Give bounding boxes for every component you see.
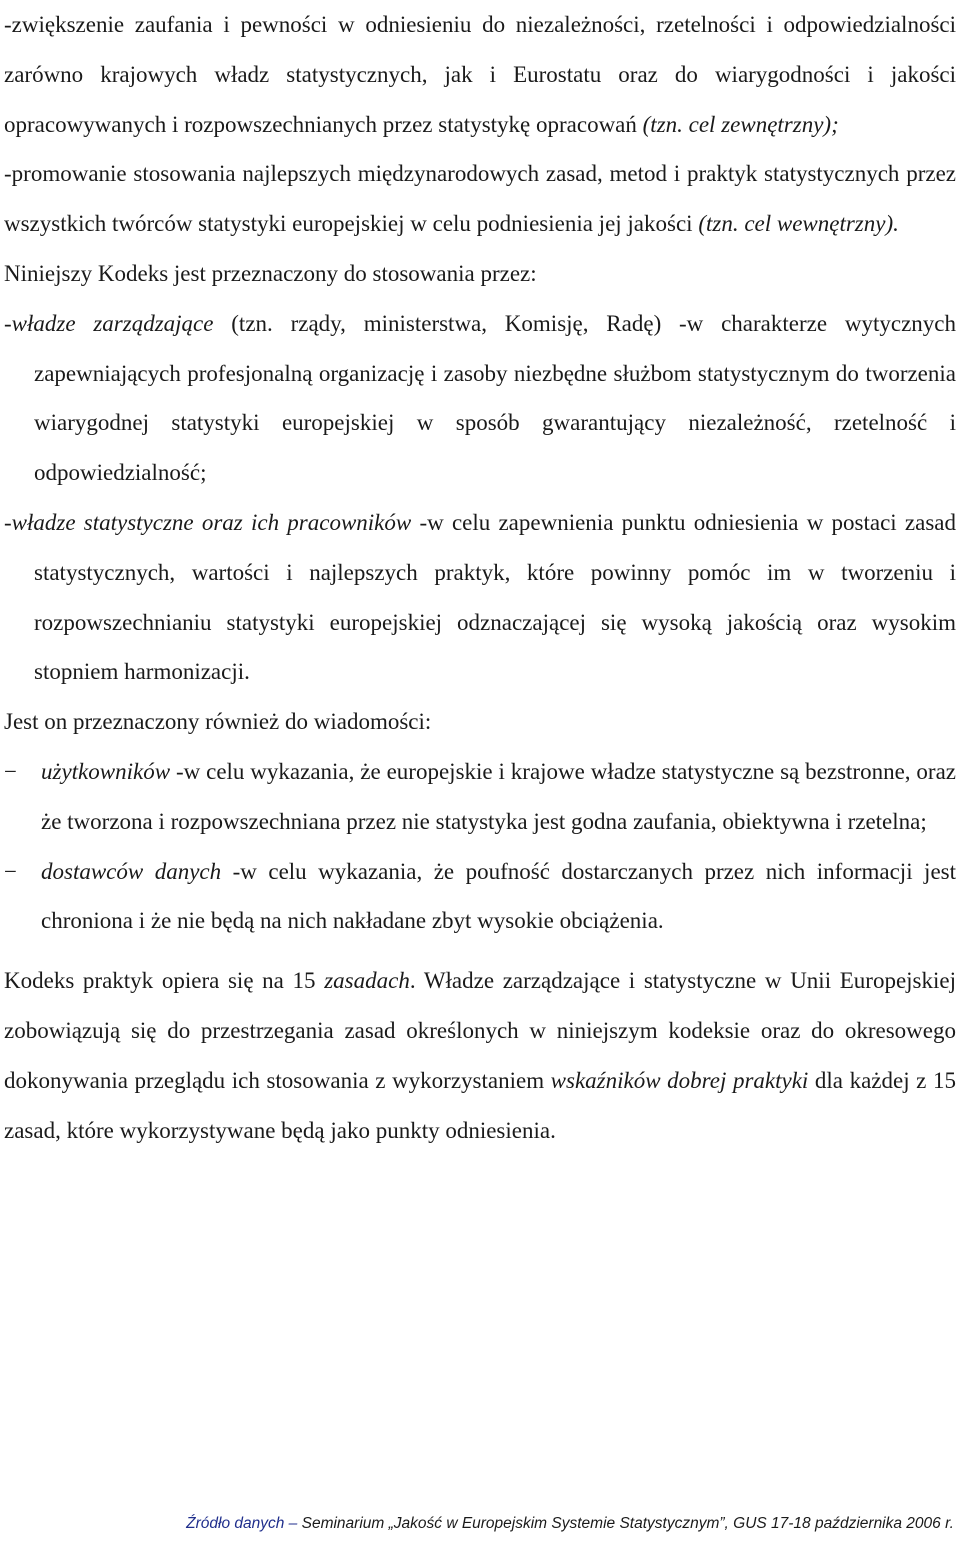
paragraph-intended-for: Niniejszy Kodeks jest przeznaczony do stosowania przez: [4,260,537,286]
paragraph-governing-authorities [4,299,956,498]
list-item-italic: dostawców danych [41,858,222,884]
paragraph-internal-goal [4,149,956,249]
list-item-text: -w celu wykazania, że poufność dostarczanych przez nich informacji jest chroniona i że nie będą na nich nakładane zbyt wysokie obciążenia. [41,858,956,934]
paragraph-text: . Władze zarządzające i statystyczne w Unii Europejskiej zobowiązują się do przestrzegania zasad określonych w niniejszym kodeksie oraz do okresowego dokonywania przeglądu ich stosowania z wykorzystaniem [4,968,956,1093]
document-body [4,0,956,1155]
paragraph-text: -zwiększenie zaufania i pewności w odniesieniu do niezależności, rzetelności i odpowiedzialności zarówno krajowych władz statystycznych, jak i Eurostatu oraz do wiarygodności i jakości opracowywanych i rozpowszechnianych przez statystykę opracowań [4,12,956,137]
list-item-text: -w celu wykazania, że europejskie i krajowe władze statystyczne są bezstronne, oraz że tworzona i rozpowszechniana przez nie statystyka jest godna zaufania, obiektywna i rzetelna; [41,758,956,834]
list-item-users [4,747,956,847]
dash-bullet: − [4,858,17,884]
indicators-text: wskaźników dobrej praktyki [550,1067,809,1093]
source-footer [0,1515,954,1533]
paragraph-text: dla każdej z 15 zasad, które wykorzystywane będą jako punkty odniesienia. [4,1067,956,1143]
dash-bullet: − [4,758,17,784]
paragraph-italic: (tzn. cel zewnętrzny); [642,111,839,137]
paragraph-text: -w celu zapewnienia punktu odniesienia w postaci zasad statystycznych, wartości i najlepszych praktyk, które powinny pomóc im w tworzeniu i rozpowszechnianiu statystyki europejskiej odznaczającej się wysoką jakością oraz wysokim stopniem harmonizacji. [34,509,956,685]
paragraph-italic: (tzn. cel wewnętrzny). [698,211,899,237]
paragraph-italic: -władze statystyczne oraz ich pracowników [4,509,412,535]
source-label: Źródło danych [186,1515,285,1532]
list-item-data-providers [4,847,956,947]
paragraph-statistical-authorities [4,498,956,697]
paragraph-text: (tzn. rządy, ministerstwa, Komisję, Radę) -w charakterze wytycznych zapewniających profesjonalną organizację i zasoby niezbędne służbom statystycznym do tworzenia wiarygodnej statystyki europejskiej w sposób gwarantujący niezależność, rzetelność i odpowiedzialność; [34,310,956,486]
source-text: Seminarium „Jakość w Europejskim Systemie Statystycznym”, GUS 17-18 października 2006 r. [301,1515,954,1532]
paragraph-also-for: Jest on przeznaczony również do wiadomości: [4,709,432,735]
paragraph-italic: -władze zarządzające [4,310,214,336]
paragraph-text: Kodeks praktyk opiera się na 15 [4,968,325,994]
principles-link-text: zasadach [324,968,410,994]
paragraph-external-goal [4,0,956,149]
paragraph-principles [4,956,956,1155]
source-separator: – [284,1515,302,1532]
paragraph-text: -promowanie stosowania najlepszych międzynarodowych zasad, metod i praktyk statystycznych przez wszystkich twórców statystyki europejskiej w celu podniesienia jej jakości [4,161,956,237]
list-item-italic: użytkowników [41,758,171,784]
